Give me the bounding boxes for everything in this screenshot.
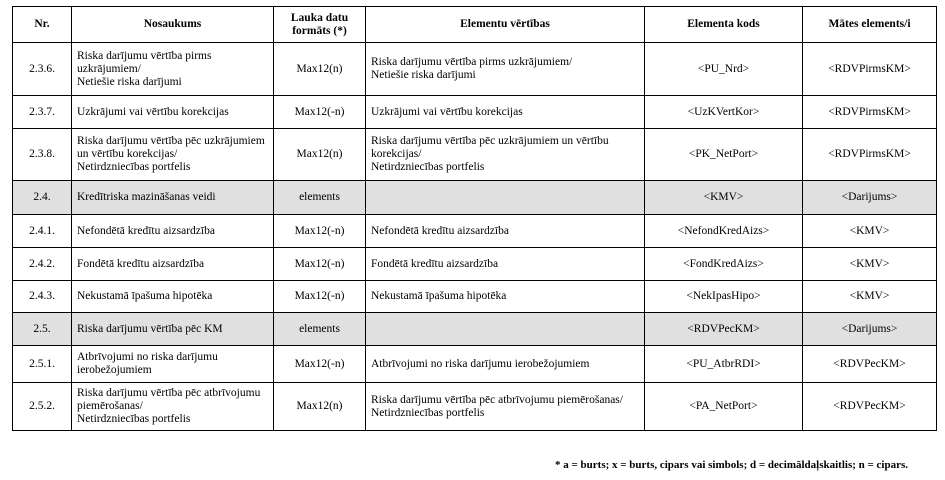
row-values <box>366 313 645 346</box>
header-mates: Mātes elements/i <box>803 7 937 43</box>
row-parent: <RDVPirmsKM> <box>803 96 937 129</box>
row-code: <PU_AtbrRDI> <box>645 346 803 383</box>
row-nr: 2.3.7. <box>13 96 72 129</box>
row-name: Kredītriska mazināšanas veidi <box>72 181 274 215</box>
row-name: Fondētā kredītu aizsardzība <box>72 248 274 281</box>
table-row <box>13 129 937 181</box>
row-format: Max12(n) <box>274 43 366 96</box>
row-values: Atbrīvojumi no riska darījumu ierobežojumiem <box>366 346 645 383</box>
row-values: Fondētā kredītu aizsardzība <box>366 248 645 281</box>
row-parent: <KMV> <box>803 281 937 313</box>
format-footnote: * a = burts; x = burts, cipars vai simbols; d = decimāldaļskaitlis; n = cipars. <box>555 459 908 471</box>
row-code: <PK_NetPort> <box>645 129 803 181</box>
row-nr: 2.4.3. <box>13 281 72 313</box>
row-format: Max12(-n) <box>274 346 366 383</box>
table-row <box>13 43 937 96</box>
header-kods: Elementa kods <box>645 7 803 43</box>
row-code: <FondKredAizs> <box>645 248 803 281</box>
row-name: Riska darījumu vērtība pēc KM <box>72 313 274 346</box>
row-name: Nekustamā īpašuma hipotēka <box>72 281 274 313</box>
row-values: Uzkrājumi vai vērtību korekcijas <box>366 96 645 129</box>
row-format: Max12(-n) <box>274 281 366 313</box>
table-row <box>13 313 937 346</box>
row-format: elements <box>274 181 366 215</box>
table-row <box>13 346 937 383</box>
row-parent: <RDVPirmsKM> <box>803 129 937 181</box>
row-format: Max12(-n) <box>274 96 366 129</box>
row-code: <PA_NetPort> <box>645 383 803 431</box>
table-row <box>13 215 937 248</box>
row-code: <KMV> <box>645 181 803 215</box>
row-values: Riska darījumu vērtība pēc atbrīvojumu piemērošanas/ Netirdzniecības portfelis <box>366 383 645 431</box>
specification-table <box>12 6 937 431</box>
row-format: Max12(-n) <box>274 215 366 248</box>
header-nr: Nr. <box>13 7 72 43</box>
header-row <box>13 7 937 43</box>
row-code: <RDVPecKM> <box>645 313 803 346</box>
row-format: Max12(-n) <box>274 248 366 281</box>
row-name: Riska darījumu vērtība pēc uzkrājumiem un vērtību korekcijas/ Netirdzniecības portfelis <box>72 129 274 181</box>
table-row <box>13 383 937 431</box>
row-nr: 2.4.1. <box>13 215 72 248</box>
row-format: elements <box>274 313 366 346</box>
row-nr: 2.4. <box>13 181 72 215</box>
table-row <box>13 96 937 129</box>
row-nr: 2.5. <box>13 313 72 346</box>
row-code: <NefondKredAizs> <box>645 215 803 248</box>
row-parent: <RDVPecKM> <box>803 383 937 431</box>
table-row <box>13 281 937 313</box>
header-vertibas: Elementu vērtības <box>366 7 645 43</box>
row-code: <UzKVertKor> <box>645 96 803 129</box>
table-row <box>13 248 937 281</box>
row-name: Riska darījumu vērtība pēc atbrīvojumu piemērošanas/ Netirdzniecības portfelis <box>72 383 274 431</box>
row-values: Riska darījumu vērtība pirms uzkrājumiem/ Netiešie riska darījumi <box>366 43 645 96</box>
row-nr: 2.3.8. <box>13 129 72 181</box>
row-parent: <KMV> <box>803 215 937 248</box>
row-values: Riska darījumu vērtība pēc uzkrājumiem un vērtību korekcijas/ Netirdzniecības portfelis <box>366 129 645 181</box>
header-nosaukums: Nosaukums <box>72 7 274 43</box>
header-formats: Lauka datu formāts (*) <box>274 7 366 43</box>
row-nr: 2.5.1. <box>13 346 72 383</box>
row-name: Riska darījumu vērtība pirms uzkrājumiem/ Netiešie riska darījumi <box>72 43 274 96</box>
row-name: Nefondētā kredītu aizsardzība <box>72 215 274 248</box>
table-row <box>13 181 937 215</box>
row-parent: <Darijums> <box>803 313 937 346</box>
row-format: Max12(n) <box>274 129 366 181</box>
row-nr: 2.5.2. <box>13 383 72 431</box>
row-parent: <RDVPirmsKM> <box>803 43 937 96</box>
row-values: Nefondētā kredītu aizsardzība <box>366 215 645 248</box>
row-nr: 2.3.6. <box>13 43 72 96</box>
row-values <box>366 181 645 215</box>
row-code: <NekIpasHipo> <box>645 281 803 313</box>
row-parent: <RDVPecKM> <box>803 346 937 383</box>
row-parent: <Darijums> <box>803 181 937 215</box>
row-format: Max12(n) <box>274 383 366 431</box>
row-parent: <KMV> <box>803 248 937 281</box>
row-values: Nekustamā īpašuma hipotēka <box>366 281 645 313</box>
row-nr: 2.4.2. <box>13 248 72 281</box>
row-name: Uzkrājumi vai vērtību korekcijas <box>72 96 274 129</box>
row-code: <PU_Nrd> <box>645 43 803 96</box>
row-name: Atbrīvojumi no riska darījumu ierobežojumiem <box>72 346 274 383</box>
